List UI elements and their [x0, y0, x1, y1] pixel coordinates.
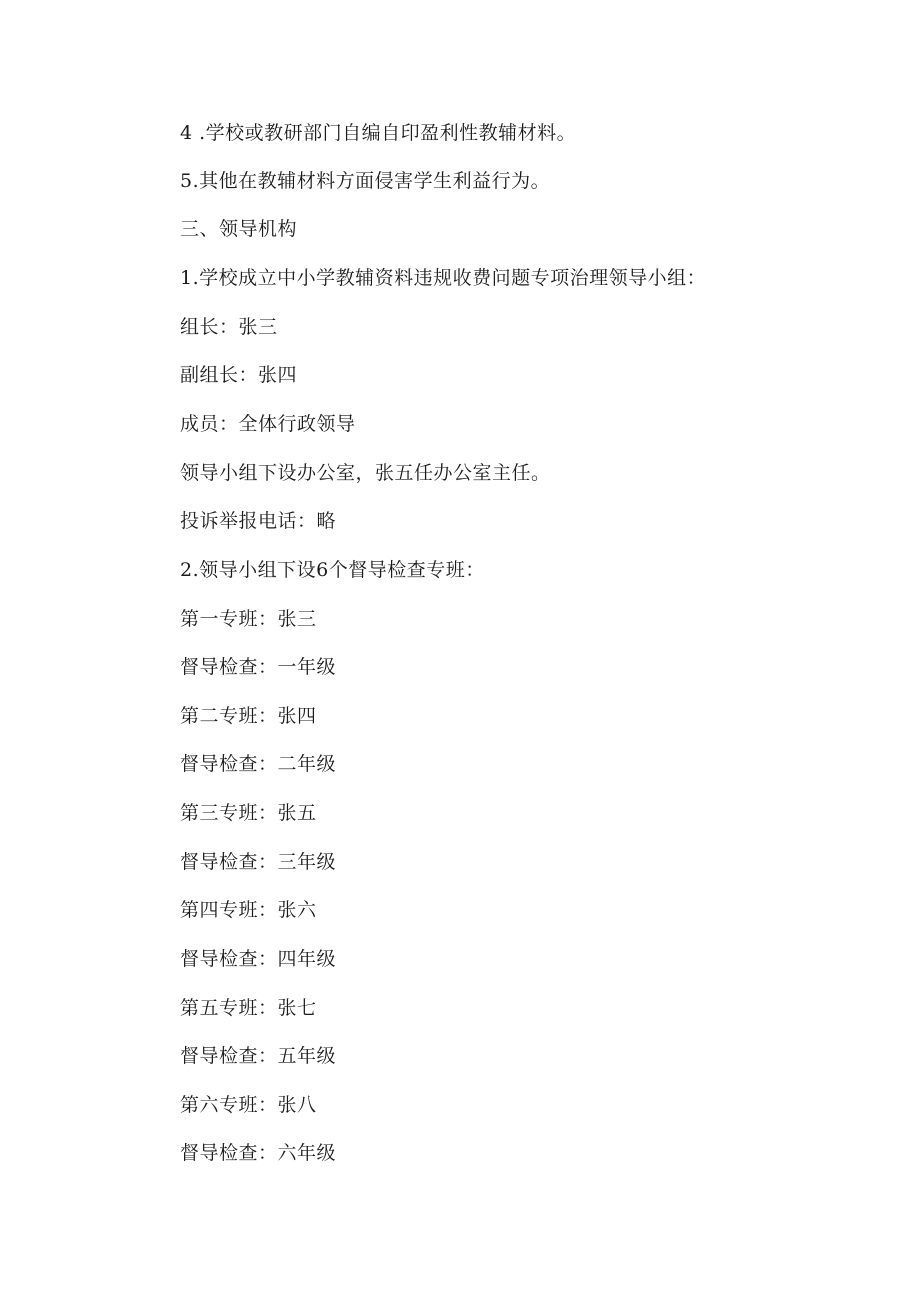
section-heading-leadership: 三、领导机构: [180, 218, 298, 240]
team-2-leader: 第二专班：张四: [180, 705, 317, 727]
group-members: 成员：全体行政领导: [180, 413, 356, 435]
team-2-scope: 督导检查：二年级: [180, 753, 337, 775]
inspection-teams-intro: 2.领导小组下设6个督导检查专班：: [180, 559, 485, 581]
office-setup: 领导小组下设办公室，张五任办公室主任。: [180, 462, 551, 484]
item-4-text: 4 .学校或教研部门自编自印盈利性教辅材料。: [180, 122, 577, 144]
team-3-leader: 第三专班：张五: [180, 802, 317, 824]
team-1-scope: 督导检查：一年级: [180, 656, 337, 678]
team-6-leader: 第六专班：张八: [180, 1094, 317, 1116]
complaint-hotline: 投诉举报电话：略: [180, 510, 337, 532]
team-5-scope: 督导检查：五年级: [180, 1045, 337, 1067]
team-6-scope: 督导检查：六年级: [180, 1142, 337, 1164]
item-5-text: 5.其他在教辅材料方面侵害学生利益行为。: [180, 170, 551, 192]
group-leader: 组长：张三: [180, 316, 278, 338]
team-4-scope: 督导检查：四年级: [180, 948, 337, 970]
team-3-scope: 督导检查：三年级: [180, 851, 337, 873]
team-4-leader: 第四专班：张六: [180, 899, 317, 921]
team-5-leader: 第五专班：张七: [180, 997, 317, 1019]
team-1-leader: 第一专班：张三: [180, 608, 317, 630]
deputy-group-leader: 副组长：张四: [180, 364, 298, 386]
leadership-group-intro: 1.学校成立中小学教辅资料违规收费问题专项治理领导小组：: [180, 267, 707, 289]
